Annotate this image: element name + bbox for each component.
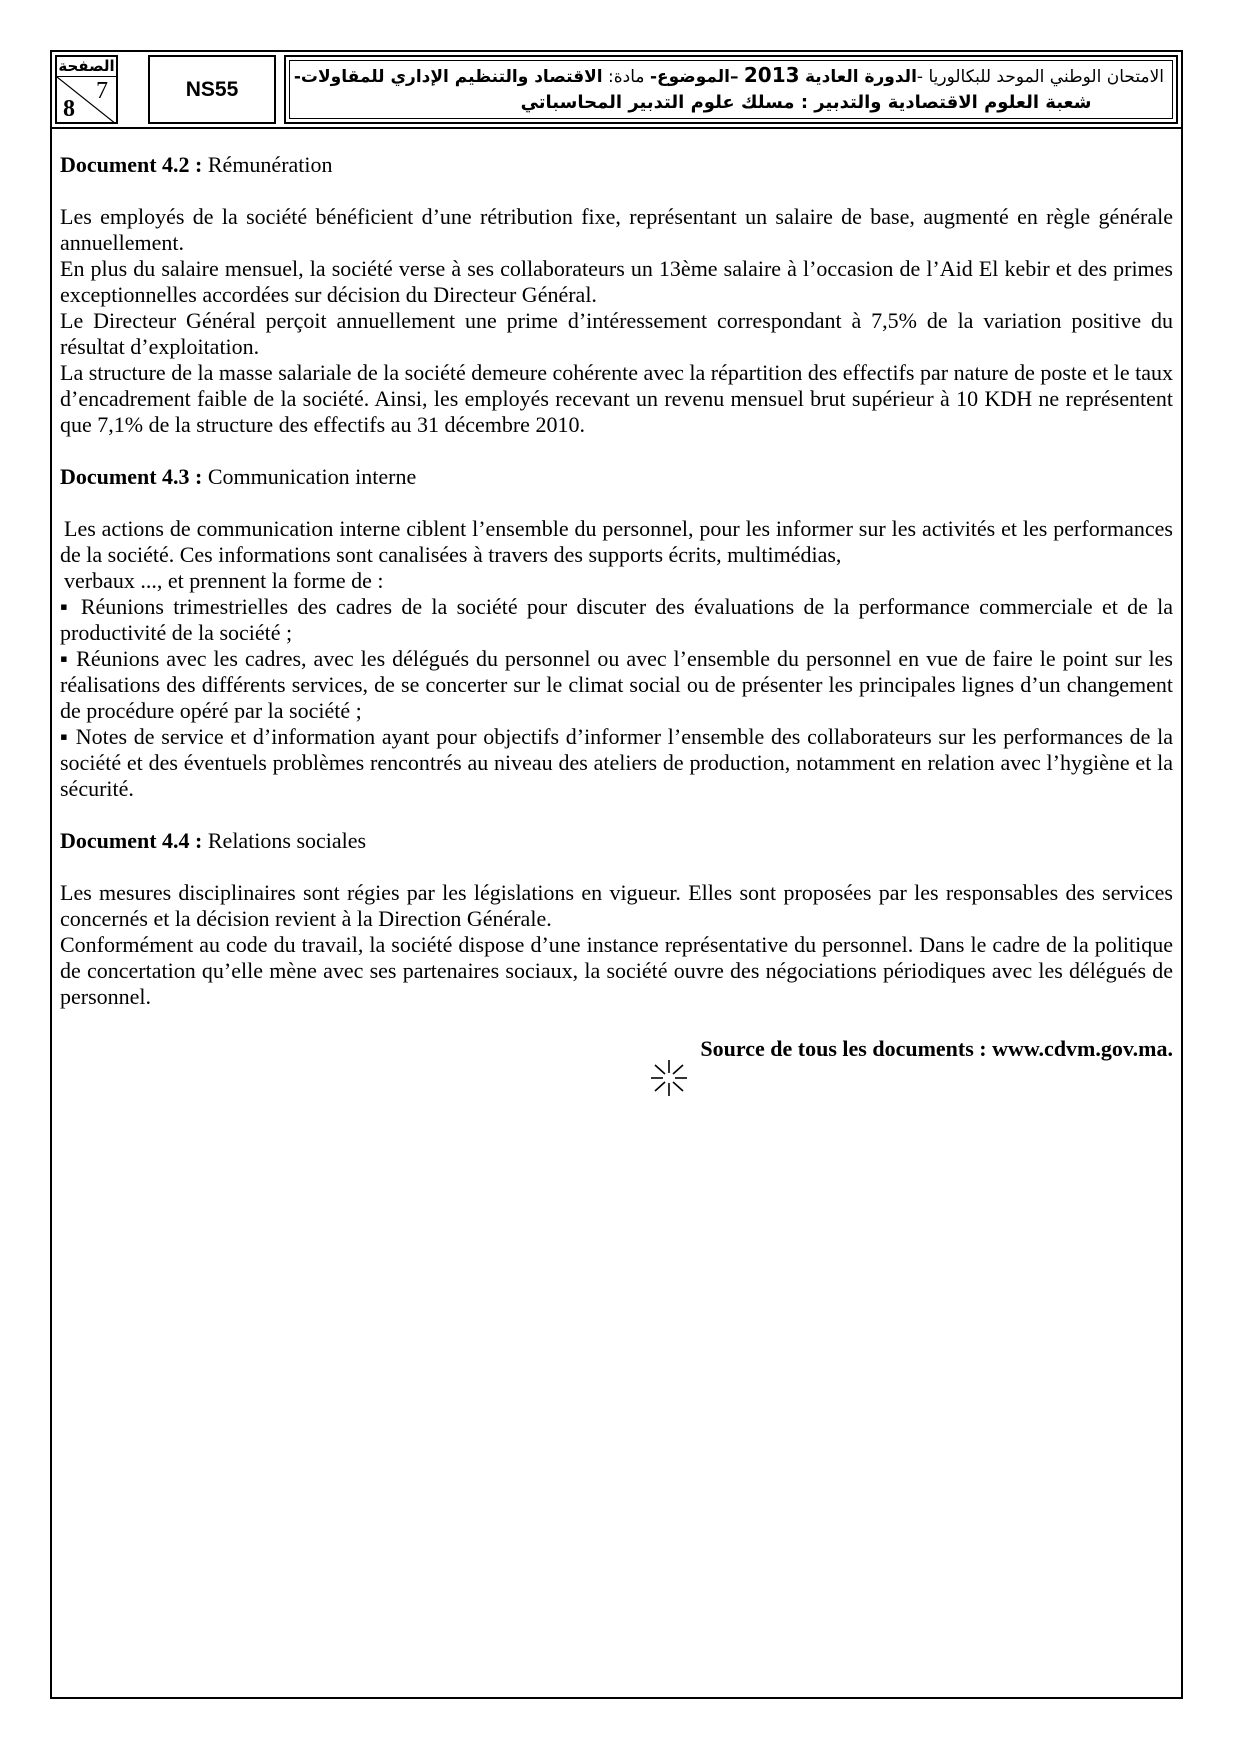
doc-4-3-intro: Les actions de communication interne ciblent l’ensemble du personnel, pour les informer sur les activités et les performances de la société. Ces informations sont canalisées à travers des supports écrits, multimédias, bbox=[60, 516, 1173, 567]
exam-title-box bbox=[284, 55, 1178, 124]
exam-title-line2: شعبة العلوم الاقتصادية والتدبير : مسلك علوم التدبير المحاسباتي bbox=[520, 92, 1092, 113]
document-body bbox=[60, 152, 1173, 1062]
doc-4-4-paragraph: Les mesures disciplinaires sont régies par les législations en vigueur. Elles sont proposées par les responsables des services concernés et la décision revient à la Direction Générale. bbox=[60, 880, 1173, 931]
doc-4-4-paragraph: Conformément au code du travail, la société dispose d’une instance représentative du personnel. Dans le cadre de la politique de concertation qu’elle mène avec ses partenaires sociaux, la société ouvre des négociations périodiques avec les délégués de personnel. bbox=[60, 932, 1173, 1009]
doc-4-2-paragraph: La structure de la masse salariale de la société demeure cohérente avec la répartition des effectifs par nature de poste et le taux d’encadrement faible de la société. Ainsi, les employés recevant un revenu mensuel brut supérieur à 10 KDH ne représentent que 7,1% de la structure des effectifs au 31 décembre 2010. bbox=[60, 360, 1173, 437]
source-note: Source de tous les documents : www.cdvm.gov.ma. bbox=[700, 1036, 1173, 1061]
doc-4-2-paragraph: Les employés de la société bénéficient d’une rétribution fixe, représentant un salaire de base, augmenté en règle générale annuellement. bbox=[60, 204, 1173, 255]
page-total: 8 bbox=[63, 96, 75, 122]
exam-year: 2013 bbox=[743, 63, 800, 87]
doc-4-3-bullet: ▪ Réunions avec les cadres, avec les délégués du personnel ou avec l’ensemble du personnel en vue de faire le point sur les réalisations des différents services, de se concerter sur le climat social ou de présenter les principales lignes d’un changement de procédure opéré par la société ; bbox=[60, 646, 1173, 723]
doc-4-2-paragraph: En plus du salaire mensuel, la société verse à ses collaborateurs un 13ème salaire à l’occasion de l’Aid El kebir et des primes exceptionnelles accordées sur décision du Directeur Général. bbox=[60, 256, 1173, 307]
exam-header bbox=[52, 52, 1181, 129]
page-current: 7 bbox=[96, 78, 108, 104]
page-number-box bbox=[55, 55, 118, 124]
doc-4-2-heading: Document 4.2 : Rémunération bbox=[60, 152, 333, 177]
doc-4-3-intro: verbaux ..., et prennent la forme de : bbox=[64, 568, 384, 593]
doc-4-4-heading: Document 4.4 : Relations sociales bbox=[60, 828, 367, 853]
doc-4-3-bullet: ▪ Notes de service et d’information ayant pour objectifs d’informer l’ensemble des collaborateurs sur les performances de la société et des éventuels problèmes rencontrés au niveau des ateliers de production, notamment en relation avec l’hygiène et la sécurité. bbox=[60, 724, 1173, 801]
doc-4-2-paragraph: Le Directeur Général perçoit annuellement une prime d’intéressement correspondant à 7,5% de la variation positive du résultat d’exploitation. bbox=[60, 308, 1173, 359]
doc-4-3-heading: Document 4.3 : Communication interne bbox=[60, 464, 417, 489]
page-frame bbox=[50, 50, 1183, 1699]
doc-4-3-bullet: ▪ Réunions trimestrielles des cadres de la société pour discuter des évaluations de la performance commerciale et de la productivité de la société ; bbox=[60, 594, 1173, 645]
end-star-icon bbox=[649, 1058, 689, 1098]
exam-title-line1: الامتحان الوطني الموحد للبكالوريا -الدورة العادية 2013 –الموضوع- مادة: الاقتصاد والتنظيم الإداري للمقاولات- bbox=[293, 63, 1164, 87]
exam-code: NS55 bbox=[148, 55, 276, 124]
page-label: الصفحة bbox=[58, 57, 115, 75]
